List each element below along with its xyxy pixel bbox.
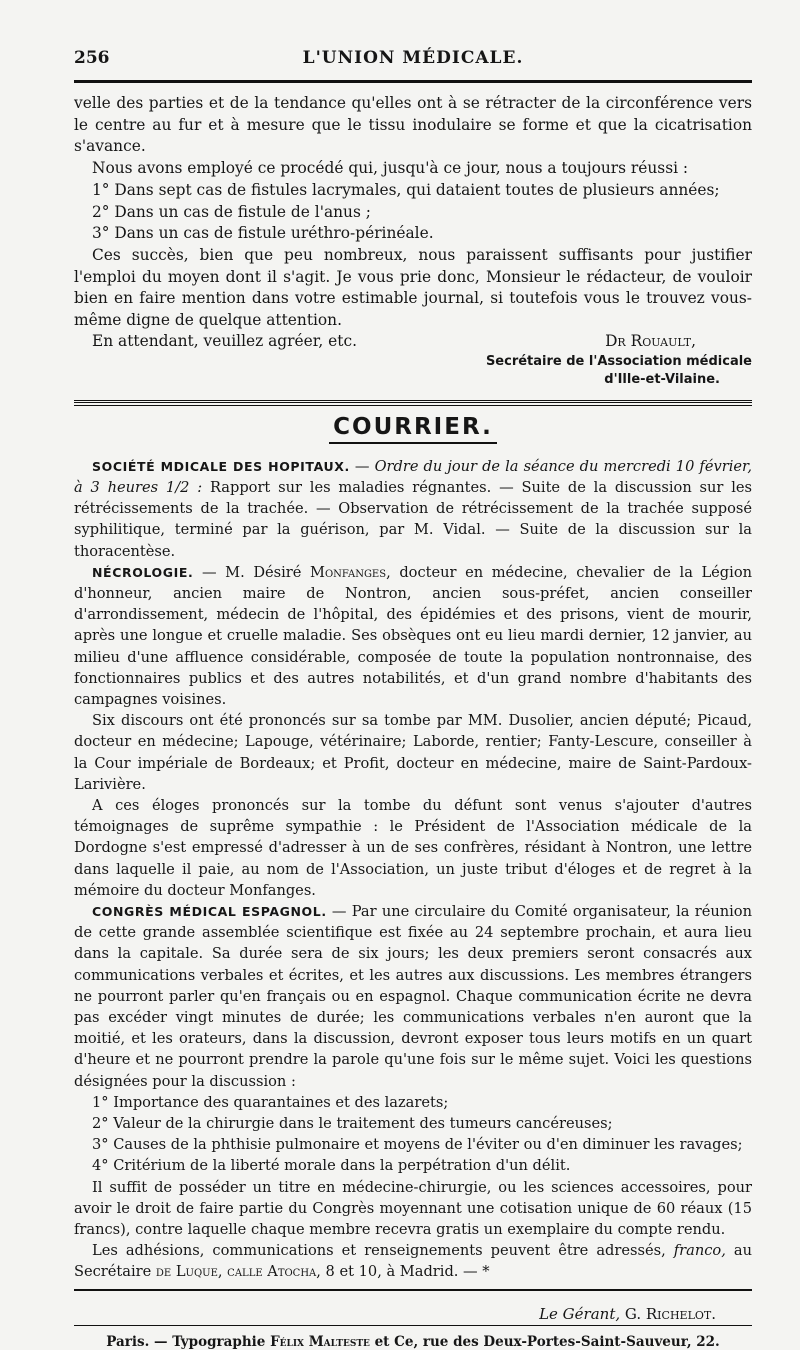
running-head bbox=[74, 40, 752, 70]
congres-paragraph: CONGRÈS MÉDICAL ESPAGNOL. — Par une circulaire du Comité organisateur, la réunion de cette grande assemblée scientifique est fixée au 24 septembre prochain, et aura lieu dans la capitale. Sa durée sera de six jours; les deux premiers seront consacrés aux communications verbales et écrites, et les autres aux discussions. Les membres étrangers ne pourront parler qu'en français ou en espagnol. Chaque communication écrite ne devra pas excéder vingt minutes de durée; les communications verbales n'en auront que la moitié, et les orateurs, dans la discussion, devront exposer tous leurs motifs en un quart d'heure et ne pourront prendre la parole qu'une fois sur le même sujet. Voici les questions désignées pour la discussion : bbox=[74, 903, 752, 1090]
necrologie-paragraph-2: Six discours ont été prononcés sur sa tombe par MM. Dusolier, ancien député; Picaud, docteur en médecine; Lapouge, vétérinaire; Laborde, rentier; Fanty-Lescure, conseiller à la Cour impériale de Bordeaux; et Profit, docteur en médecine, maire de Saint-Pardoux-Larivière. bbox=[74, 712, 752, 793]
imprint-rule bbox=[74, 1325, 752, 1326]
necrologie-heading: NÉCROLOGIE. bbox=[92, 564, 194, 580]
secretary-address: de Luque, calle Atocha, bbox=[155, 1263, 321, 1281]
question-item: 2° Valeur de la chirurgie dans le traitement des tumeurs cancéreuses; bbox=[92, 1115, 613, 1133]
header-rule bbox=[74, 80, 752, 83]
deceased-name: Monfanges bbox=[310, 563, 387, 581]
section-divider bbox=[74, 400, 752, 406]
congres-heading: CONGRÈS MÉDICAL ESPAGNOL. bbox=[92, 904, 327, 919]
letter-closing: En attendant, veuillez agréer, etc. bbox=[92, 331, 357, 350]
page-number: 256 bbox=[74, 48, 110, 68]
gerant: Le Gérant, G. Richelot. bbox=[539, 1304, 716, 1323]
journal-title: L'UNION MÉDICALE. bbox=[302, 48, 524, 68]
section-title bbox=[74, 414, 752, 444]
letter-paragraph: Nous avons employé ce procédé qui, jusqu'à ce jour, nous a toujours réussi : bbox=[92, 159, 689, 178]
congres-paragraph-2: Il suffit de posséder un titre en médecine-chirurgie, ou les sciences accessoires, pour avoir le droit de faire partie du Congrès moyennant une cotisation unique de 60 réaux (15 francs), contre laquelle chaque membre recevra gratis un exemplaire du compte rendu. bbox=[74, 1178, 752, 1239]
letter-section bbox=[74, 93, 752, 392]
question-item: 4° Critérium de la liberté morale dans la perpétration d'un délit. bbox=[92, 1157, 571, 1175]
agenda-label: Ordre du jour de la séance du mercredi 10 février, à 3 heures 1/2 : bbox=[74, 457, 753, 496]
necrologie-paragraph-3: A ces éloges prononcés sur la tombe du défunt sont venus s'ajouter d'autres témoignages de suprême sympathie : le Président de l'Association médicale de la Dordogne s'est empressé d'adresser à un de ses confrères, résidant à Nontron, une lettre dans laquelle il paie, au nom de l'Association, un juste tribut d'éloges et de regret à la mémoire du docteur Monfanges. bbox=[74, 796, 752, 899]
signer-role-2: d'Ille-et-Vilaine. bbox=[604, 371, 720, 387]
letter-list-item: 3° Dans un cas de fistule uréthro-périnéale. bbox=[92, 224, 434, 243]
societe-paragraph: SOCIÉTÉ MDICALE DES HOPITAUX. — Ordre du jour de la séance du mercredi 10 février, à 3 heures 1/2 : Rapport sur les maladies régnantes. — Suite de la discussion sur les rétrécissements de la trachée. — Observation de rétrécissement de la trachée supposé syphilitique, terminé par la guérison, par M. Vidal. — Suite de la discussion sur la thoracentèse. bbox=[74, 457, 753, 560]
letter-list-item: 1° Dans sept cas de fistules lacrymales, qui dataient toutes de plusieurs années; bbox=[92, 180, 720, 199]
courrier-title: COURRIER. bbox=[329, 414, 497, 444]
necrologie-paragraph: NÉCROLOGIE. — M. Désiré Monfanges, docteur en médecine, chevalier de la Légion d'honneur, ancien maire de Nontron, ancien sous-préfet, ancien conseiller d'arrondissement, médecin de l'hôpital, des épidémies et des prisons, vient de mourir, après une longue et cruelle maladie. Ses obsèques ont eu lieu mardi dernier, 12 janvier, au milieu d'une affluence considérable, composée de toute la population nontronnaise, des fonctionnaires publics et des autres notabilités, et d'un grand nombre d'habitants des campagnes voisines. bbox=[74, 563, 753, 708]
printer-imprint: Paris. — Typographie Félix Malteste et Ce, rue des Deux-Portes-Saint-Sauveur, 22. bbox=[106, 1333, 720, 1350]
courrier-section bbox=[74, 456, 752, 1283]
signer-role: Secrétaire de l'Association médicale bbox=[485, 353, 752, 369]
signer-name: Dr Rouault, bbox=[605, 331, 696, 350]
letter-paragraph: Ces succès, bien que peu nombreux, nous paraissent suffisants pour justifier l'emploi du moyen dont il s'agit. Je vous prie donc, Monsieur le rédacteur, de vouloir bien en faire mention dans votre estimable journal, si toutefois vous le trouvez vous-même digne de quelque attention. bbox=[74, 245, 752, 330]
question-item: 1° Importance des quarantaines et des lazarets; bbox=[92, 1093, 449, 1111]
gerant-signature bbox=[74, 1297, 752, 1325]
letter-list-item: 2° Dans un cas de fistule de l'anus ; bbox=[92, 202, 371, 221]
congres-paragraph-3: Les adhésions, communications et renseignements peuvent être adressés, franco, au Secrétaire de Luque, calle Atocha, 8 et 10, à Madrid. — * bbox=[74, 1242, 752, 1281]
question-item: 3° Causes de la phthisie pulmonaire et moyens de l'éviter ou d'en diminuer les ravages; bbox=[92, 1136, 743, 1154]
societe-heading: SOCIÉTÉ MDICALE DES HOPITAUX. bbox=[92, 458, 350, 474]
letter-paragraph: velle des parties et de la tendance qu'elles ont à se rétracter de la circonférence vers le centre au fur et à mesure que le tissu inodulaire se forme et que la cicatrisation s'avance. bbox=[74, 94, 752, 156]
gerant-name: G. Richelot. bbox=[624, 1304, 716, 1323]
footer-rule bbox=[74, 1289, 752, 1291]
letter-signature bbox=[74, 332, 752, 392]
